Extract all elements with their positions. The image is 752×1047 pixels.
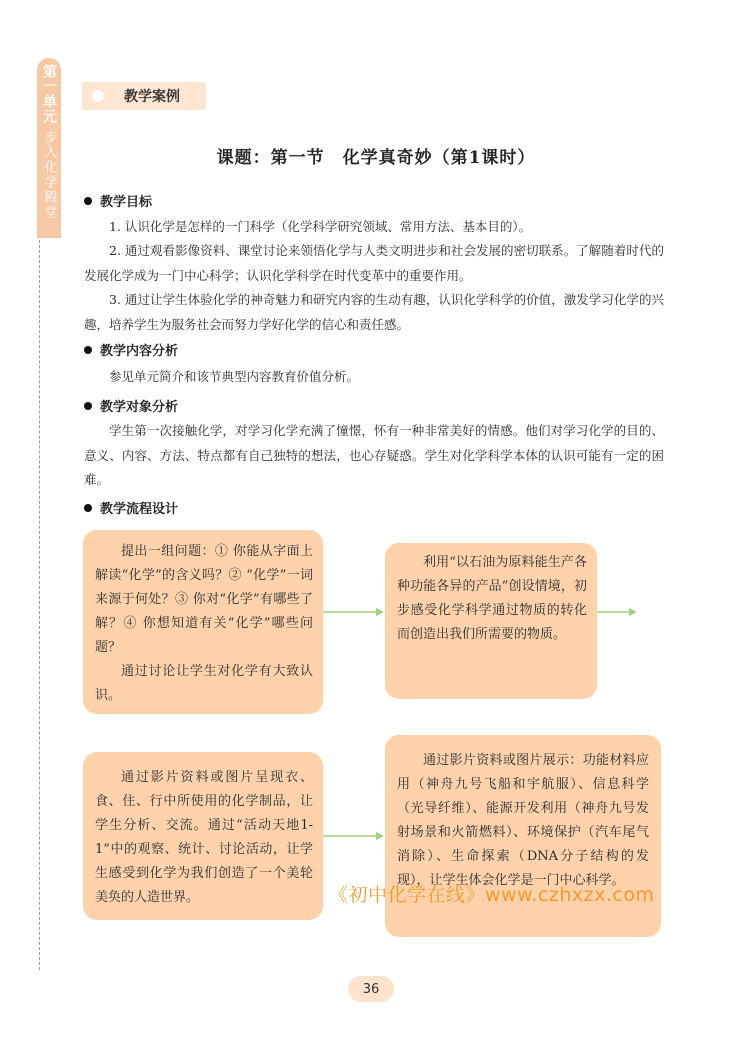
arrow-right-icon [323, 605, 385, 619]
flow-box-1-questions: 提出一组问题：① 你能从字面上解读“化学”的含义吗？② “化学”一词来源于何处？③ 你对“化学”有哪些了解？④ 你想知道有关“化学”哪些问题？ [95, 544, 313, 655]
flow-box-4-text: 通过影片资料或图片展示：功能材料应用（神舟九号飞船和宇航服）、信息科学（光导纤维）、能源开发利用（神舟九号发射场景和火箭燃料）、环境保护（汽车尾气消除）、生命探索（DNA分子结构的发现），让学生体会化学是一门中心科学。 [397, 753, 649, 888]
audience-analysis-heading-text: 教学对象分析 [100, 400, 179, 415]
bullet-icon [84, 346, 92, 354]
tag-dot-icon [92, 90, 104, 102]
flow-arrow-2 [597, 605, 639, 619]
flow-arrow-1 [323, 605, 385, 619]
objective-item-3: 3. 通过让学生体验化学的神奇魅力和研究内容的生动有趣，认识化学科学的价值，激发学习化学的兴趣，培养学生为服务社会而努力学好化学的信心和责任感。 [84, 292, 664, 332]
objectives-heading [84, 191, 152, 210]
flow-box-3 [83, 752, 323, 920]
section-tag-label: 教学案例 [124, 89, 180, 105]
section-tag [82, 82, 206, 110]
bullet-icon [84, 504, 92, 512]
unit-title: 第一单元 [41, 64, 57, 124]
objective-item-2: 2. 通过观看影像资料、课堂讨论来领悟化学与人类文明进步和社会发展的密切联系。了解随着时代的发展化学成为一门中心科学；认识化学科学在时代变革中的重要作用。 [84, 243, 664, 283]
arrow-right-icon [597, 605, 639, 619]
flow-box-2-text: 利用“以石油为原料能生产各种功能各异的产品”创设情境，初步感受化学科学通过物质的转化而创造出我们所需要的物质。 [397, 555, 587, 642]
unit-subtitle: 步入化学殿堂 [41, 130, 57, 220]
watermark: 《初中化学在线》www.czhxzx.com [329, 884, 655, 906]
lesson-title: 课题：第一节 化学真奇妙（第1课时） [216, 148, 536, 168]
audience-analysis-text: 学生第一次接触化学，对学习化学充满了憧憬，怀有一种非常美好的情感。他们对学习化学的目的、意义、内容、方法、特点都有自己独特的想法，也心存疑惑。学生对化学科学本体的认识可能有一定的困难。 [84, 423, 664, 487]
objectives-heading-text: 教学目标 [100, 195, 153, 210]
content-analysis-heading-text: 教学内容分析 [100, 344, 179, 359]
flow-heading [84, 498, 178, 517]
audience-analysis-heading [84, 396, 178, 415]
margin-dashed-line [39, 240, 40, 970]
flow-box-1 [83, 530, 323, 714]
flow-box-1-summary: 通过讨论让学生对化学有大致认识。 [95, 664, 313, 703]
flow-box-3-text: 通过影片资料或图片呈现衣、食、住、行中所使用的化学制品，让学生分析、交流。通过“活动天地1-1”中的观察、统计、讨论活动，让学生感受到化学为我们创造了一个美轮美奂的人造世界。 [95, 770, 313, 905]
flow-box-2 [385, 543, 597, 699]
objective-item-1: 1. 认识化学是怎样的一门科学（化学科学研究领域、常用方法、基本目的）。 [109, 219, 532, 234]
content-analysis-text: 参见单元简介和该节典型内容教育价值分析。 [109, 369, 360, 384]
content-analysis-heading [84, 340, 178, 359]
flow-heading-text: 教学流程设计 [100, 502, 179, 517]
page-number: 36 [348, 976, 394, 1002]
flow-arrow-3 [323, 829, 385, 843]
bullet-icon [84, 197, 92, 205]
bullet-icon [84, 402, 92, 410]
arrow-right-icon [323, 829, 385, 843]
